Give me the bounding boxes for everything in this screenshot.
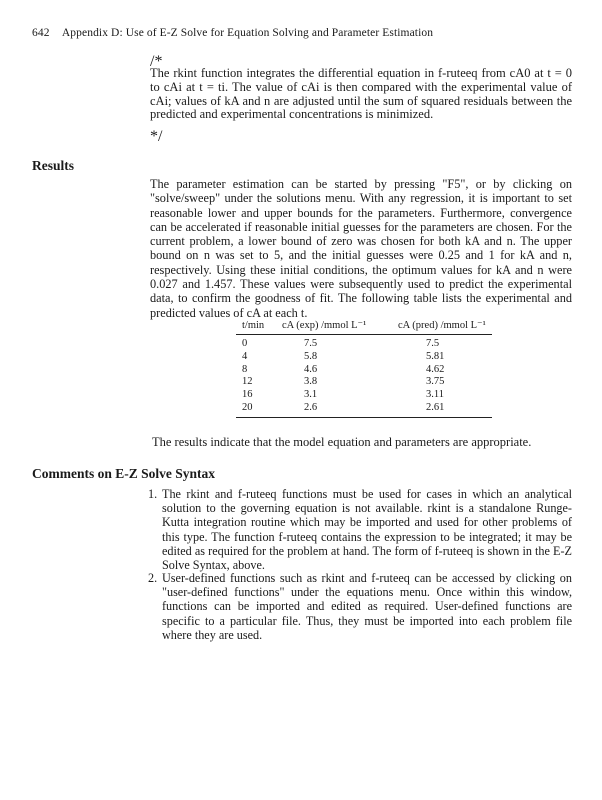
results-conclusion: The results indicate that the model equation and parameters are appropriate. [152,435,532,449]
header-cA-exp: cA (exp) /mmol L⁻¹ [276,317,392,335]
code-comment-text: The rkint function integrates the differential equation in f-ruteeq from cA0 at t = 0 to cAi at t = ti. The value of cAi is then compared with the experimental value of cAi; values of kA and n are adjusted until the sum of squared residuals between the predicted and experimental concentrations is minimized. [150,66,572,122]
cell-exp: 2.6 [276,402,392,417]
cell-exp: 3.1 [304,389,318,401]
comments-heading: Comments on E-Z Solve Syntax [32,466,216,481]
page-number: 642 [32,27,50,39]
cell-time: 12 [242,376,253,388]
cell-pred: 5.81 [426,350,445,362]
list-item [148,487,572,573]
cell-exp: 4.6 [304,363,318,375]
table-header-row [236,317,492,335]
list-item-text: User-defined functions such as rkint and f-ruteeq can be accessed by clicking on "user-defined functions" under the equations menu. Once within this window, functions can be imported and edited as required. User-defined functions are specific to a particular file. Thus, they must be imported into each problem file where they are used. [162,571,572,642]
cell-time: 0 [242,338,248,349]
results-paragraph: The parameter estimation can be started by pressing "F5", or by clicking on "solve/sweep" under the solutions menu. With any regression, it is important to set reasonable lower and upper bounds for the parameters. Furthermore, convergence can be accelerated if reasonable initial guesses for the parameters are chosen. For the current problem, a lower bound of zero was chosen for both kA and n. The upper bound on n was set to 5, and the initial guesses were 0.25 and 1 for kA and n, respectively. Using these initial conditions, the optimum values for kA and n were 0.027 and 1.457. These values were subsequently used to predict the experimental data, to confirm the goodness of fit. The following table lists the experimental and predicted values of cA at each t. [150,177,572,320]
list-item-number: 2. [148,571,158,585]
cell-pred: 7.5 [426,338,440,349]
table-row [236,351,492,364]
list-item [148,571,572,642]
running-title: Appendix D: Use of E-Z Solve for Equation Solving and Parameter Estimation [61,27,434,39]
cell-time: 20 [236,402,276,417]
table-row [236,364,492,377]
cell-exp: 5.8 [304,350,318,362]
list-item-number: 1. [148,487,158,501]
cell-exp: 3.8 [304,376,318,388]
table-row [236,402,492,417]
code-comment-open: /* [150,53,163,70]
table-row [236,335,492,351]
cell-time: 8 [242,363,248,375]
results-table [236,317,492,418]
header-cA-pred: cA (pred) /mmol L⁻¹ [392,317,492,335]
list-item-text: The rkint and f-ruteeq functions must be used for cases in which an analytical solution to the governing equation is not available. rkint is a standalone Runge-Kutta integration routine which may be imported and used for other problems of this type. The function f-ruteeq contains the expression to be integrated; it may be edited as required for the problem at hand. The form of f-ruteeq is shown in the E-Z Solve Syntax, above. [162,487,572,573]
cell-pred: 2.61 [392,402,492,417]
table-row [236,376,492,389]
cell-pred: 3.75 [426,376,445,388]
table-row [236,389,492,402]
header-time: t/min [236,317,276,335]
results-heading: Results [32,158,75,173]
code-comment-close: */ [150,128,163,145]
cell-pred: 3.11 [426,389,444,401]
page-header [32,27,433,39]
cell-time: 4 [242,350,248,362]
cell-exp: 7.5 [304,338,318,349]
cell-time: 16 [242,389,253,401]
cell-pred: 4.62 [426,363,445,375]
